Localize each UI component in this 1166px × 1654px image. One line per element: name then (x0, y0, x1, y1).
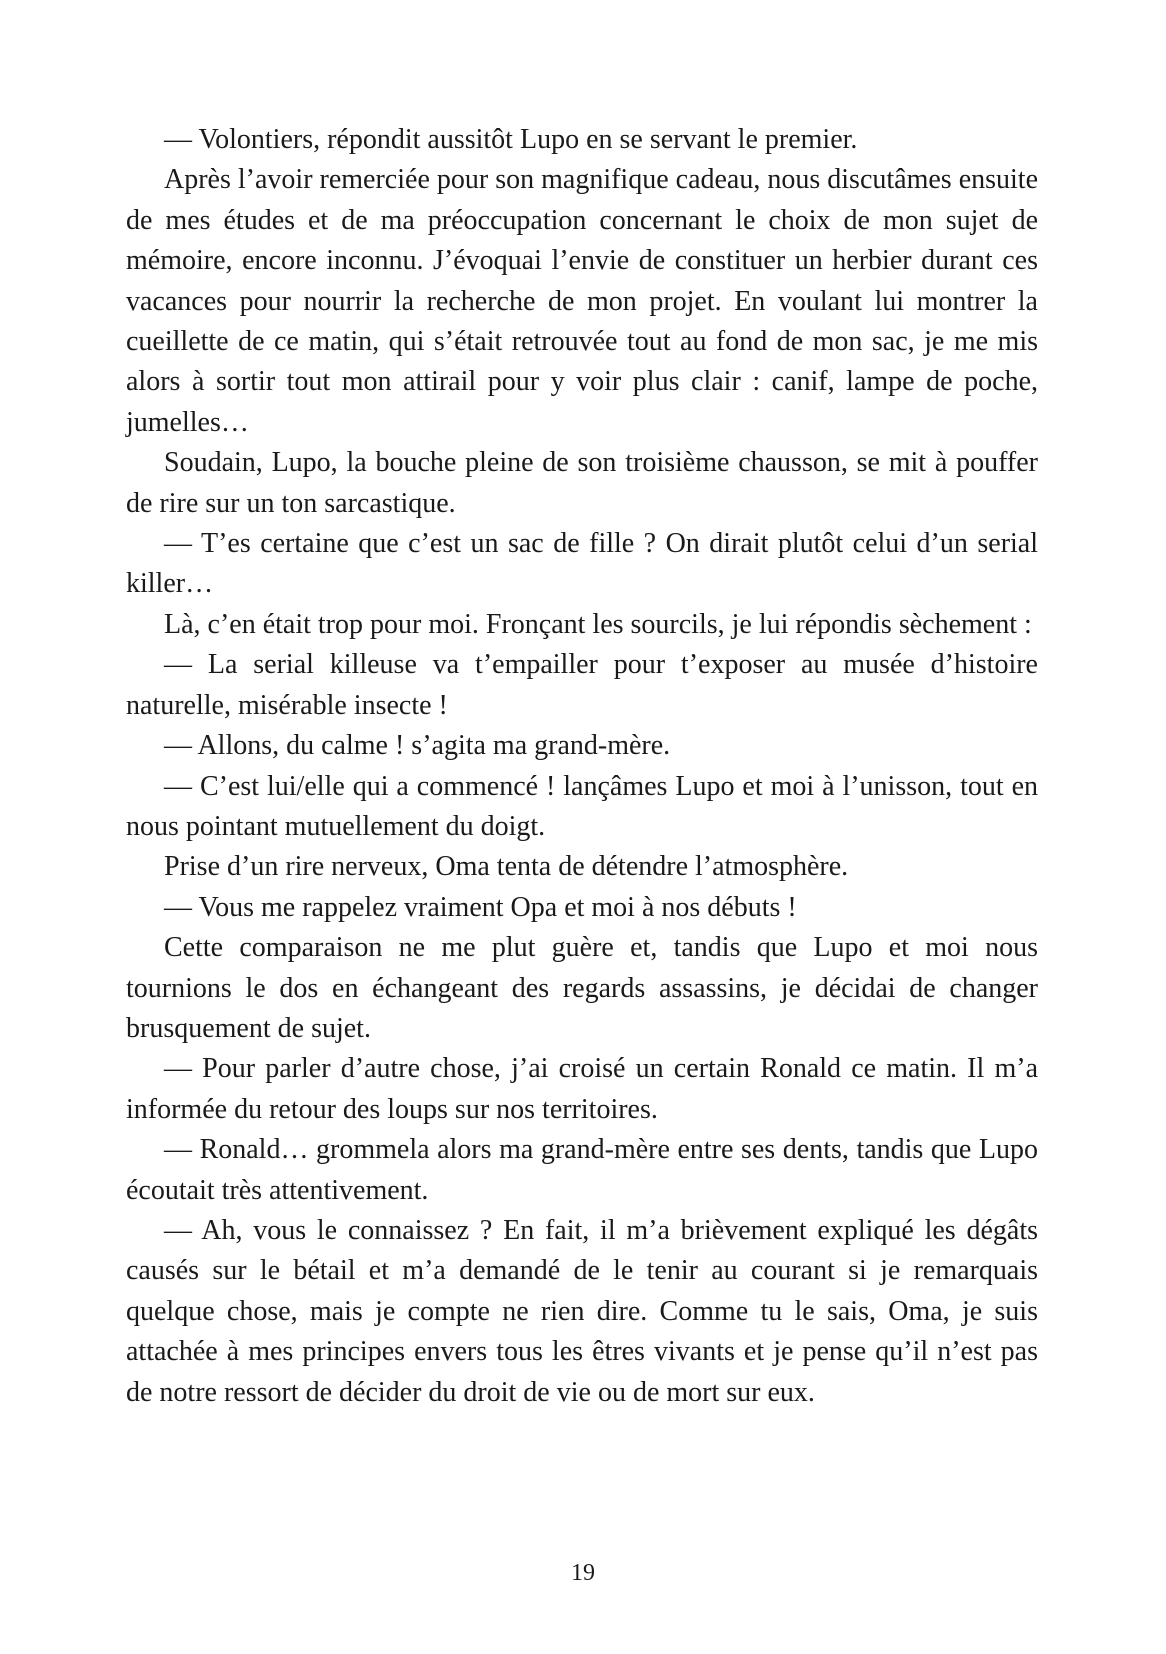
paragraph: Soudain, Lupo, la bouche pleine de son troisième chausson, se mit à pouffer de rire sur un ton sarcastique. (126, 447, 1038, 519)
paragraph: Cette comparaison ne me plut guère et, tandis que Lupo et moi nous tournions le dos en échangeant des regards assassins, je décidai de changer brusquement de sujet. (126, 932, 1038, 1044)
paragraph: — Ronald… grommela alors ma grand-mère entre ses dents, tandis que Lupo écoutait très attentivement. (126, 1134, 1038, 1206)
paragraph: — Ah, vous le connaissez ? En fait, il m’a brièvement expliqué les dégâts causés sur le bétail et m’a demandé de le tenir au courant si je remarquais quelque chose, mais je compte ne rien dire. Comme tu le sais, Oma, je suis attachée à mes principes envers tous les êtres vivants et je pense qu’il n’est pas de notre ressort de décider du droit de vie ou de mort sur eux. (126, 1214, 1038, 1408)
paragraph: — Allons, du calme ! s’agita ma grand-mère. (164, 730, 671, 762)
paragraph: Après l’avoir remerciée pour son magnifique cadeau, nous discutâmes ensuite de mes études et de ma préoccupation concernant le choix de mon sujet de mémoire, encore inconnu. J’évoquai l’envie de constituer un herbier durant ces vacances pour nourrir la recherche de mon projet. En voulant lui montrer la cueillette de ce matin, qui s’était retrouvée tout au fond de mon sac, je me mis alors à sortir tout mon attirail pour y voir plus clair : canif, lampe de poche, jumelles… (126, 164, 1038, 438)
paragraph: — T’es certaine que c’est un sac de fille ? On dirait plutôt celui d’un serial killer… (126, 528, 1038, 600)
paragraph: Là, c’en était trop pour moi. Fronçant les sourcils, je lui répondis sèchement : (164, 608, 1032, 640)
page-body (126, 120, 1038, 1413)
paragraph: Prise d’un rire nerveux, Oma tenta de détendre l’atmosphère. (164, 851, 849, 883)
paragraph: — Volontiers, répondit aussitôt Lupo en se servant le premier. (164, 124, 858, 155)
paragraph: — Vous me rappelez vraiment Opa et moi à nos débuts ! (164, 891, 797, 923)
page-number: 19 (571, 1560, 595, 1586)
paragraph: — C’est lui/elle qui a commencé ! lançâmes Lupo et moi à l’unisson, tout en nous pointant mutuellement du doigt. (126, 770, 1038, 842)
paragraph: — Pour parler d’autre chose, j’ai croisé un certain Ronald ce matin. Il m’a informée du retour des loups sur nos territoires. (126, 1053, 1038, 1125)
paragraph: — La serial killeuse va t’empailler pour t’exposer au musée d’histoire naturelle, misérable insecte ! (126, 649, 1038, 721)
